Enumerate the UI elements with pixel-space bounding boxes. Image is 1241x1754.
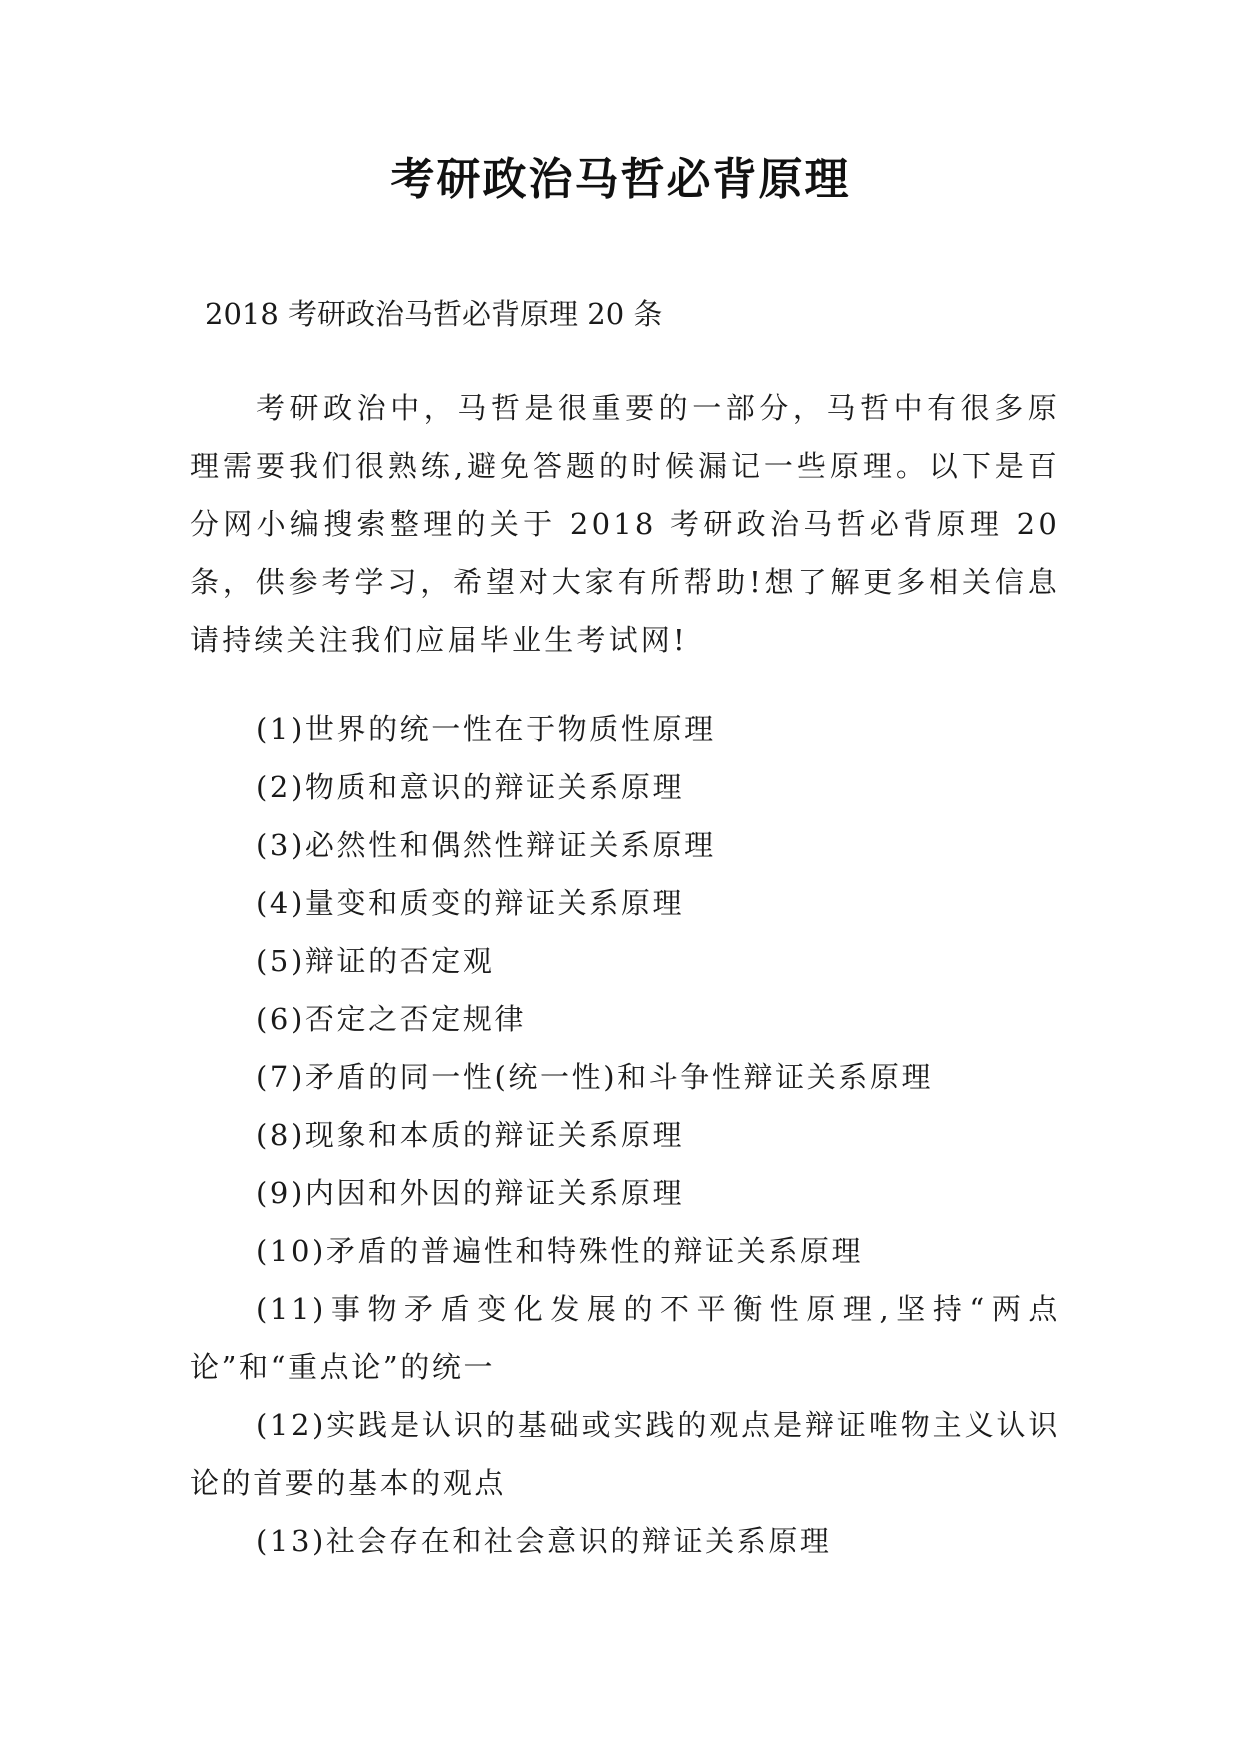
principle-list [190, 700, 1060, 1570]
intro-paragraph: 考研政治中，马哲是很重要的一部分，马哲中有很多原理需要我们很熟练,避免答题的时候漏记一些原理。以下是百分网小编搜索整理的关于 2018 考研政治马哲必背原理 20 条，供参考学习，希望对大家有所帮助!想了解更多相关信息请持续关注我们应届毕业生考试网! [190, 391, 1060, 657]
principle-item-5: (5)辩证的否定观 [256, 944, 495, 978]
document-title: 考研政治马哲必背原理 [390, 154, 851, 205]
principle-item-9: (9)内因和外因的辩证关系原理 [256, 1176, 685, 1210]
principle-item-10: (10)矛盾的普遍性和特殊性的辩证关系原理 [256, 1234, 864, 1268]
principle-item-6: (6)否定之否定规律 [256, 1002, 527, 1036]
principle-item-3: (3)必然性和偶然性辩证关系原理 [256, 828, 716, 862]
principle-item-1: (1)世界的统一性在于物质性原理 [256, 712, 716, 746]
document-subtitle: 2018 考研政治马哲必背原理 20 条 [205, 297, 663, 331]
principle-item-12: (12)实践是认识的基础或实践的观点是辩证唯物主义认识论的首要的基本的观点 [190, 1408, 1060, 1500]
principle-item-4: (4)量变和质变的辩证关系原理 [256, 886, 685, 920]
principle-item-8: (8)现象和本质的辩证关系原理 [256, 1118, 685, 1152]
principle-item-11: (11)事物矛盾变化发展的不平衡性原理,坚持“两点论”和“重点论”的统一 [190, 1292, 1060, 1384]
principle-item-2: (2)物质和意识的辩证关系原理 [256, 770, 685, 804]
principle-item-7: (7)矛盾的同一性(统一性)和斗争性辩证关系原理 [256, 1060, 934, 1094]
principle-item-13: (13)社会存在和社会意识的辩证关系原理 [256, 1524, 832, 1558]
